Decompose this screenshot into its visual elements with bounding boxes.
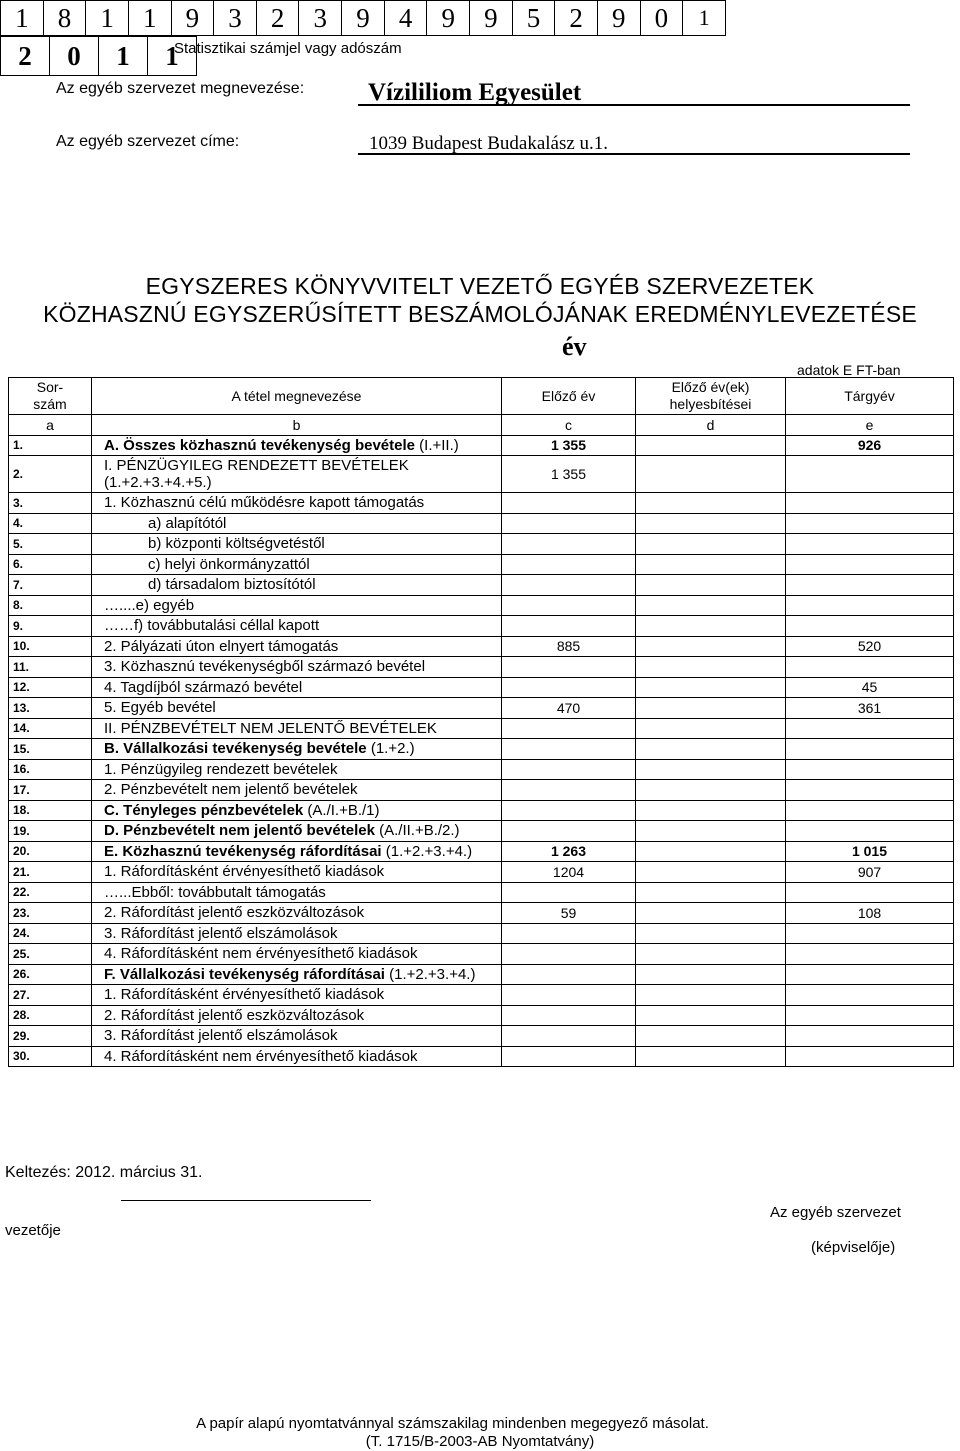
row-description-text: a) alapítótól (148, 514, 227, 532)
row-prev-year (502, 493, 636, 514)
row-description-text: 2. Pályázati úton elnyert támogatás (104, 637, 339, 655)
row-current-year: 45 (786, 677, 954, 698)
row-number: 21. (9, 862, 92, 883)
row-current-year (786, 759, 954, 780)
row-number: 15. (9, 739, 92, 760)
row-description (92, 636, 502, 657)
row-current-year (786, 513, 954, 534)
header-corrections (636, 378, 786, 415)
row-description (92, 513, 502, 534)
tax-number-boxes (0, 0, 726, 36)
row-number: 25. (9, 944, 92, 965)
tax-digit: 8 (44, 1, 87, 35)
row-number: 28. (9, 1005, 92, 1026)
row-corrections (636, 964, 786, 985)
row-number: 14. (9, 718, 92, 739)
row-description (92, 964, 502, 985)
row-number: 29. (9, 1026, 92, 1047)
row-description (92, 903, 502, 924)
table-row (9, 1005, 954, 1026)
table-row (9, 636, 954, 657)
row-corrections (636, 493, 786, 514)
row-corrections (636, 800, 786, 821)
row-current-year (786, 616, 954, 637)
table-row (9, 435, 954, 456)
row-description-text: …...Ebből: továbbutalt támogatás (104, 883, 326, 901)
table-row (9, 1046, 954, 1067)
table-row (9, 841, 954, 862)
row-current-year: 926 (786, 435, 954, 456)
row-corrections (636, 595, 786, 616)
row-description (92, 739, 502, 760)
table-row (9, 513, 954, 534)
row-corrections (636, 985, 786, 1006)
row-prev-year (502, 534, 636, 555)
row-description-text: 3. Ráfordítást jelentő elszámolások (104, 924, 338, 942)
org-address-underline (358, 153, 910, 155)
table-row (9, 575, 954, 596)
tax-digit: 1 (698, 5, 710, 30)
row-prev-year: 1204 (502, 862, 636, 883)
signer-right-2: (képviselője) (811, 1239, 896, 1256)
table-row (9, 534, 954, 555)
row-description-text: c) helyi önkormányzattól (148, 555, 310, 573)
table-row (9, 493, 954, 514)
header-sorszam (9, 378, 92, 415)
row-description (92, 1026, 502, 1047)
row-description (92, 985, 502, 1006)
year-digit: 1 (99, 37, 148, 75)
table-row (9, 964, 954, 985)
row-number: 17. (9, 780, 92, 801)
table-row (9, 780, 954, 801)
row-corrections (636, 636, 786, 657)
row-corrections (636, 513, 786, 534)
row-corrections (636, 677, 786, 698)
row-corrections (636, 821, 786, 842)
year-digit: 0 (50, 37, 99, 75)
row-prev-year (502, 739, 636, 760)
row-description-bold: C. Tényleges pénzbevételek (104, 801, 304, 819)
header-sorszam-top: Sor- (36, 379, 64, 395)
row-corrections (636, 923, 786, 944)
unit-note: adatok E FT-ban (797, 362, 901, 378)
table-row (9, 759, 954, 780)
year-boxes (0, 36, 197, 76)
letter-c: c (502, 415, 636, 436)
row-current-year (786, 1005, 954, 1026)
row-current-year (786, 739, 954, 760)
row-prev-year (502, 1005, 636, 1026)
table-row (9, 456, 954, 493)
tax-digit: 1 (129, 1, 172, 35)
header-sorszam-bottom: szám (33, 396, 67, 412)
row-prev-year (502, 780, 636, 801)
table-row (9, 882, 954, 903)
row-description (92, 718, 502, 739)
table-letter-row (9, 415, 954, 436)
table-row (9, 739, 954, 760)
row-corrections (636, 1046, 786, 1067)
row-description-text: 1. Ráfordításként érvényesíthető kiadások (104, 863, 385, 881)
row-number: 30. (9, 1046, 92, 1067)
org-address: 1039 Budapest Budakalász u.1. (369, 133, 609, 154)
row-current-year: 108 (786, 903, 954, 924)
table-row (9, 657, 954, 678)
row-description-formula: (1.+2.+3.+4.) (381, 842, 473, 860)
header-item: A tétel megnevezése (92, 378, 502, 415)
row-description-text: 1. Közhasznú célú működésre kapott támogatás (104, 494, 425, 512)
row-description (92, 616, 502, 637)
tax-digit: 1 (1, 1, 44, 35)
row-number: 4. (9, 513, 92, 534)
table-row (9, 1026, 954, 1047)
title-line-2: KÖZHASZNÚ EGYSZERŰSÍTETT BESZÁMOLÓJÁNAK EREDMÉNYLEVEZETÉSE (43, 301, 917, 327)
year-digit: 2 (1, 37, 50, 75)
row-description (92, 575, 502, 596)
table-row (9, 944, 954, 965)
org-name: Vízililiom Egyesület (368, 79, 582, 106)
row-prev-year (502, 964, 636, 985)
row-current-year (786, 944, 954, 965)
row-number: 27. (9, 985, 92, 1006)
header-corr-top: Előző év(ek) (671, 379, 750, 395)
tax-digit: 9 (172, 1, 215, 35)
row-description (92, 554, 502, 575)
row-corrections (636, 456, 786, 493)
row-current-year: 361 (786, 698, 954, 719)
row-prev-year: 59 (502, 903, 636, 924)
row-description-text: 3. Közhasznú tevékenységből származó bevétel (104, 658, 426, 676)
row-description-text: 4. Ráfordításként nem érvényesíthető kiadások (104, 1047, 418, 1065)
row-number: 18. (9, 800, 92, 821)
row-corrections (636, 698, 786, 719)
row-prev-year (502, 821, 636, 842)
letter-d: d (636, 415, 786, 436)
table-row (9, 698, 954, 719)
row-number: 2. (9, 456, 92, 493)
row-prev-year (502, 595, 636, 616)
row-corrections (636, 759, 786, 780)
tax-digit: 9 (342, 1, 385, 35)
form-id-note: (T. 1715/B-2003-AB Nyomtatvány) (365, 1433, 595, 1450)
letter-e: e (786, 415, 954, 436)
row-description (92, 1046, 502, 1067)
row-number: 9. (9, 616, 92, 637)
row-number: 12. (9, 677, 92, 698)
row-number: 10. (9, 636, 92, 657)
row-corrections (636, 739, 786, 760)
row-description-text: 2. Ráfordítást jelentő eszközváltozások (104, 904, 365, 922)
row-description (92, 1005, 502, 1026)
row-number: 8. (9, 595, 92, 616)
tax-digit: 3 (214, 1, 257, 35)
row-corrections (636, 1005, 786, 1026)
row-description-bold: D. Pénzbevételt nem jelentő bevételek (104, 822, 375, 840)
row-description-text: ……f) továbbutalási céllal kapott (104, 617, 320, 635)
tax-digit: 9 (598, 1, 641, 35)
row-corrections (636, 575, 786, 596)
row-description-text: 5. Egyéb bevétel (104, 699, 216, 717)
row-description-text: 2. Pénzbevételt nem jelentő bevételek (104, 781, 358, 799)
table-row (9, 595, 954, 616)
tax-digit: 2 (257, 1, 300, 35)
row-current-year (786, 718, 954, 739)
row-current-year (786, 534, 954, 555)
row-description-bold: F. Vállalkozási tevékenység ráfordításai (104, 965, 385, 983)
row-prev-year (502, 575, 636, 596)
title-line-1: EGYSZERES KÖNYVVITELT VEZETŐ EGYÉB SZERVEZETEK (145, 273, 815, 299)
row-number: 20. (9, 841, 92, 862)
row-description (92, 862, 502, 883)
row-description (92, 456, 502, 493)
row-description-text: II. PÉNZBEVÉTELT NEM JELENTŐ BEVÉTELEK (104, 719, 437, 737)
row-corrections (636, 944, 786, 965)
row-current-year (786, 780, 954, 801)
row-corrections (636, 780, 786, 801)
row-number: 19. (9, 821, 92, 842)
letter-b: b (92, 415, 502, 436)
row-number: 23. (9, 903, 92, 924)
table-row (9, 903, 954, 924)
tax-digit: 9 (427, 1, 470, 35)
results-table (8, 377, 954, 1067)
tax-digit: 1 (86, 1, 129, 35)
row-corrections (636, 718, 786, 739)
row-current-year (786, 923, 954, 944)
row-description-text: 1. Ráfordításként érvényesíthető kiadások (104, 986, 385, 1004)
row-prev-year (502, 882, 636, 903)
row-current-year (786, 575, 954, 596)
row-prev-year: 1 263 (502, 841, 636, 862)
row-number: 16. (9, 759, 92, 780)
row-description-bold: B. Vállalkozási tevékenység bevétele (104, 740, 367, 758)
row-corrections (636, 882, 786, 903)
row-description-text: b) központi költségvetéstől (148, 535, 325, 553)
row-prev-year (502, 759, 636, 780)
row-prev-year (502, 718, 636, 739)
header-corr-bottom: helyesbítései (669, 396, 752, 412)
row-corrections (636, 616, 786, 637)
row-description (92, 841, 502, 862)
row-description (92, 800, 502, 821)
table-row (9, 985, 954, 1006)
row-corrections (636, 534, 786, 555)
row-prev-year: 1 355 (502, 456, 636, 493)
row-description-text: d) társadalom biztosítótól (148, 576, 316, 594)
row-description-formula: (1.+2.) (366, 740, 415, 758)
row-description (92, 882, 502, 903)
row-description (92, 657, 502, 678)
row-prev-year: 470 (502, 698, 636, 719)
tax-digit: 3 (299, 1, 342, 35)
row-description-text: 2. Ráfordítást jelentő eszközváltozások (104, 1006, 365, 1024)
table-row (9, 677, 954, 698)
row-description-text: 4. Tagdíjból származó bevétel (104, 678, 303, 696)
tax-digit: 0 (641, 1, 684, 35)
year-digit: 1 (165, 40, 179, 71)
row-description-text: …....e) egyéb (104, 596, 195, 614)
row-corrections (636, 435, 786, 456)
copy-note: A papír alapú nyomtatvánnyal számszakilag mindenben megegyező másolat. (196, 1415, 709, 1432)
tax-digit: 4 (385, 1, 428, 35)
table-row (9, 862, 954, 883)
row-corrections (636, 862, 786, 883)
row-description (92, 493, 502, 514)
row-description-formula: (I.+II.) (414, 436, 459, 454)
row-corrections (636, 1026, 786, 1047)
row-description-bold: E. Közhasznú tevékenység ráfordításai (104, 842, 382, 860)
row-prev-year (502, 1046, 636, 1067)
row-description-formula: (1.+2.+3.+4.) (384, 965, 476, 983)
letter-a: a (9, 415, 92, 436)
row-current-year (786, 554, 954, 575)
row-current-year: 1 015 (786, 841, 954, 862)
table-header-row (9, 378, 954, 415)
row-prev-year: 1 355 (502, 435, 636, 456)
table-row (9, 554, 954, 575)
row-current-year: 520 (786, 636, 954, 657)
org-name-underline (358, 104, 910, 106)
row-number: 5. (9, 534, 92, 555)
row-current-year (786, 1046, 954, 1067)
table-row (9, 821, 954, 842)
tax-digit: 2 (555, 1, 598, 35)
row-current-year (786, 964, 954, 985)
tax-digit: 9 (470, 1, 513, 35)
table-row (9, 800, 954, 821)
row-description (92, 759, 502, 780)
row-current-year (786, 595, 954, 616)
table-row (9, 616, 954, 637)
row-current-year: 907 (786, 862, 954, 883)
row-description-line-1: I. PÉNZÜGYILEG RENDEZETT BEVÉTELEK (104, 457, 409, 474)
row-prev-year (502, 677, 636, 698)
header-current: Tárgyév (786, 378, 954, 415)
year-suffix: év (562, 332, 587, 361)
org-name-label: Az egyéb szervezet megnevezése: (56, 80, 305, 97)
row-corrections (636, 554, 786, 575)
row-number: 22. (9, 882, 92, 903)
row-description (92, 944, 502, 965)
row-number: 7. (9, 575, 92, 596)
row-description-line-2: (1.+2.+3.+4.+5.) (104, 474, 212, 491)
row-current-year (786, 800, 954, 821)
signature-line (121, 1200, 371, 1201)
row-number: 3. (9, 493, 92, 514)
row-current-year (786, 821, 954, 842)
row-description-text: 1. Pénzügyileg rendezett bevételek (104, 760, 338, 778)
header-prev: Előző év (502, 378, 636, 415)
row-number: 13. (9, 698, 92, 719)
row-number: 24. (9, 923, 92, 944)
row-description (92, 677, 502, 698)
row-prev-year (502, 944, 636, 965)
signer-left: vezetője (5, 1222, 61, 1239)
row-prev-year (502, 554, 636, 575)
row-description (92, 534, 502, 555)
row-number: 1. (9, 435, 92, 456)
row-description-formula: (A./I.+B./1) (303, 801, 380, 819)
row-prev-year (502, 800, 636, 821)
row-number: 26. (9, 964, 92, 985)
row-description (92, 923, 502, 944)
row-description-bold: A. Összes közhasznú tevékenység bevétele (104, 436, 415, 454)
row-description-formula: (A./II.+B./2.) (374, 822, 460, 840)
row-prev-year (502, 513, 636, 534)
date-line: Keltezés: 2012. március 31. (5, 1164, 203, 1181)
org-address-label: Az egyéb szervezet címe: (56, 133, 240, 150)
row-description (92, 821, 502, 842)
signer-right-1: Az egyéb szervezet (770, 1204, 901, 1221)
row-current-year (786, 882, 954, 903)
row-description (92, 595, 502, 616)
row-current-year (786, 985, 954, 1006)
row-prev-year (502, 985, 636, 1006)
row-prev-year: 885 (502, 636, 636, 657)
row-description (92, 698, 502, 719)
row-current-year (786, 493, 954, 514)
row-current-year (786, 1026, 954, 1047)
table-row (9, 718, 954, 739)
row-prev-year (502, 616, 636, 637)
row-current-year (786, 456, 954, 493)
row-description-text: 4. Ráfordításként nem érvényesíthető kiadások (104, 945, 418, 963)
row-description (92, 780, 502, 801)
row-prev-year (502, 1026, 636, 1047)
tax-digit: 5 (513, 1, 556, 35)
row-description-text: 3. Ráfordítást jelentő elszámolások (104, 1027, 338, 1045)
row-current-year (786, 657, 954, 678)
row-corrections (636, 841, 786, 862)
row-description (92, 435, 502, 456)
row-corrections (636, 657, 786, 678)
row-prev-year (502, 923, 636, 944)
tax-number-label: Statisztikai számjel vagy adószám (174, 40, 402, 57)
row-number: 6. (9, 554, 92, 575)
row-number: 11. (9, 657, 92, 678)
row-prev-year (502, 657, 636, 678)
row-corrections (636, 903, 786, 924)
table-row (9, 923, 954, 944)
